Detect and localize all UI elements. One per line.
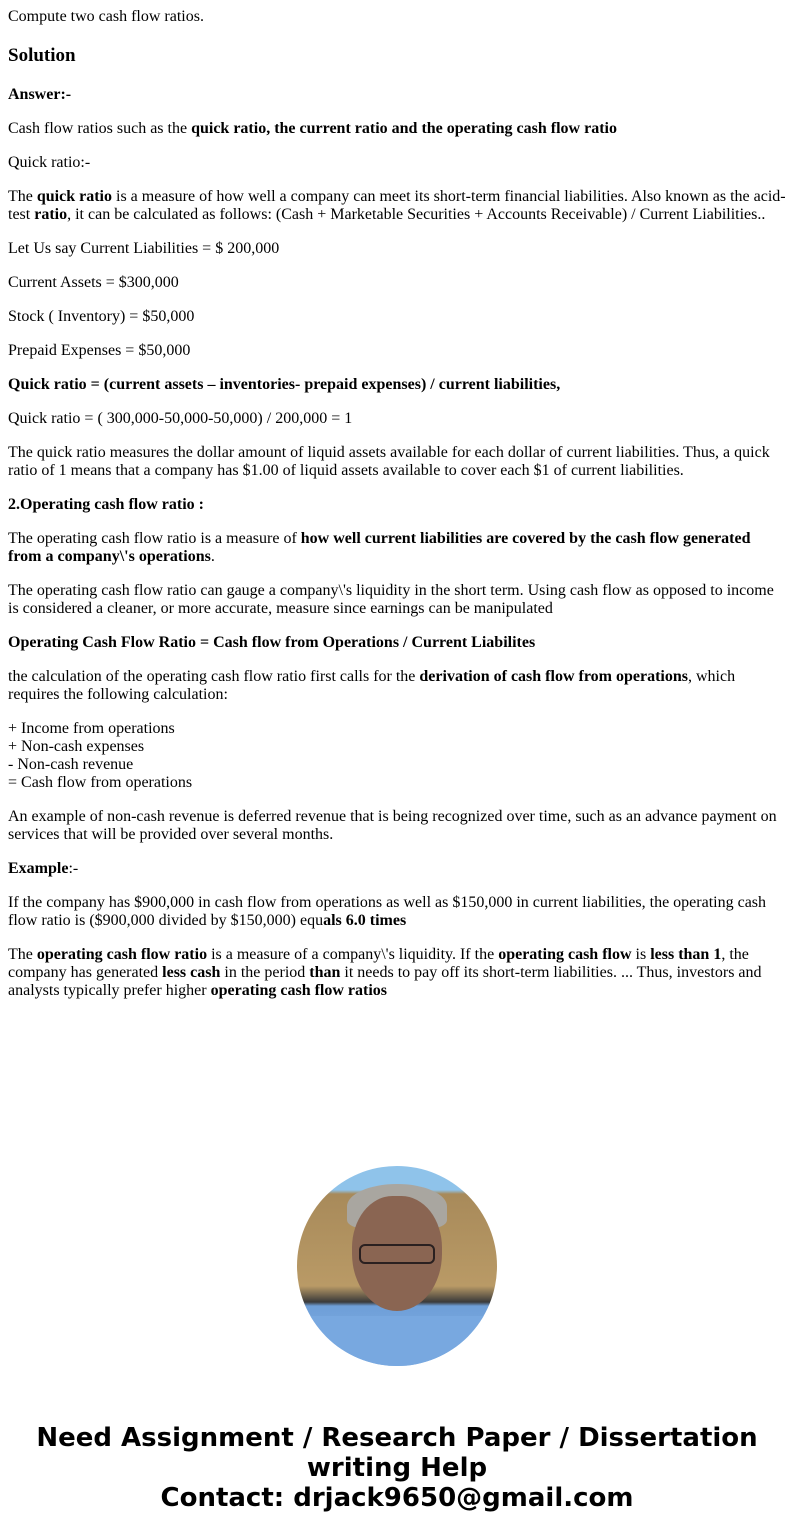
text-segment: The operating cash flow ratio can gauge a company\'s liquidity in the short term. Using cash flow as opposed to income is considered a cleaner, or more accurate, measure since earnings can be manipulated [8, 582, 774, 617]
promo-footer [8, 1423, 786, 1513]
text-segment: it needs to pay off its short-term liabilities. ... Thus, investors and analysts typically prefer higher [8, 964, 762, 999]
author-photo-container [8, 1166, 786, 1371]
bold-text: operating cash flow ratios [210, 982, 388, 999]
text-segment: :- [68, 860, 79, 877]
answer-paragraph [8, 86, 786, 104]
text-segment: The operating cash flow ratio is a measure of [8, 530, 301, 547]
text-segment: = Cash flow from operations [8, 774, 193, 791]
answer-paragraph [8, 946, 786, 1000]
answer-paragraph [8, 444, 786, 480]
bold-text: als 6.0 times [323, 912, 407, 929]
bold-text: Operating Cash Flow Ratio = Cash flow from Operations / Current Liabilites [8, 634, 536, 651]
bold-text: Quick ratio = (current assets – inventories- prepaid expenses) / current liabilities, [8, 376, 561, 393]
text-segment: . [210, 548, 215, 565]
answer-paragraph [8, 720, 786, 792]
text-segment: Let Us say Current Liabilities = $ 200,000 [8, 240, 280, 257]
text-segment: , the company has generated [8, 946, 749, 981]
text-segment: The [8, 946, 37, 963]
text-segment: Current Assets = $300,000 [8, 274, 179, 291]
answer-paragraph [8, 860, 786, 878]
text-segment: Quick ratio = ( 300,000-50,000-50,000) / 200,000 = 1 [8, 410, 353, 427]
promo-line-1: Need Assignment / Research Paper / Dissertation [36, 1423, 758, 1453]
answer-paragraph [8, 240, 786, 258]
text-segment: + Non-cash expenses [8, 738, 145, 755]
answer-paragraph [8, 154, 786, 172]
answer-paragraph [8, 120, 786, 138]
text-segment: Stock ( Inventory) = $50,000 [8, 308, 195, 325]
text-segment: Quick ratio:- [8, 154, 91, 171]
answer-body [8, 86, 786, 1000]
text-segment: , which requires the following calculation: [8, 668, 736, 703]
text-segment: The quick ratio measures the dollar amount of liquid assets available for each dollar of current liabilities. Thus, a quick ratio of 1 means that a company has $1.00 of liquid assets available to cover each $1 of current liabilities. [8, 444, 770, 479]
answer-paragraph [8, 894, 786, 930]
answer-paragraph [8, 668, 786, 704]
answer-paragraph [8, 274, 786, 292]
answer-paragraph [8, 530, 786, 566]
text-segment: Cash flow ratios such as the [8, 120, 192, 137]
answer-paragraph [8, 376, 786, 394]
bold-text: operating cash flow ratio [36, 946, 208, 963]
bold-text: 2.Operating cash flow ratio : [8, 496, 204, 513]
answer-paragraph [8, 188, 786, 224]
answer-paragraph [8, 496, 786, 514]
bold-text: Answer:- [8, 86, 72, 103]
bold-text: less cash [162, 964, 221, 981]
text-segment: is a measure of how well a company can meet its short-term financial liabilities. Also known as the acid-test [8, 188, 786, 223]
answer-paragraph [8, 808, 786, 844]
text-segment: - Non-cash revenue [8, 756, 134, 773]
question-text: Compute two cash flow ratios. [8, 8, 204, 25]
text-segment: is [631, 946, 651, 963]
text-segment: in the period [220, 964, 310, 981]
answer-paragraph [8, 634, 786, 652]
text-segment: An example of non-cash revenue is deferred revenue that is being recognized over time, such as an advance payment on services that will be provided over several months. [8, 808, 777, 843]
text-segment: The [8, 188, 37, 205]
solution-heading: Solution [8, 45, 76, 66]
answer-paragraph [8, 342, 786, 360]
bold-text: how well current liabilities are covered by the cash flow generated from a company\'s operations [8, 530, 751, 565]
bold-text: Example [8, 860, 69, 877]
text-segment: + Income from operations [8, 720, 175, 737]
bold-text: operating cash flow [498, 946, 632, 963]
author-photo [297, 1166, 497, 1366]
answer-paragraph [8, 582, 786, 618]
bold-text: quick ratio [36, 188, 112, 205]
text-segment: Prepaid Expenses = $50,000 [8, 342, 191, 359]
bold-text: than [309, 964, 341, 981]
promo-line-2: writing Help [306, 1453, 488, 1483]
contact-line: Contact: drjack9650@gmail.com [160, 1483, 634, 1513]
answer-paragraph [8, 308, 786, 326]
text-segment: is a measure of a company\'s liquidity. If the [207, 946, 499, 963]
bold-text: quick ratio, the current ratio and the operating cash flow ratio [191, 120, 617, 137]
text-segment: the calculation of the operating cash flow ratio first calls for the [8, 668, 420, 685]
text-segment: If the company has $900,000 in cash flow from operations as well as $150,000 in current liabilities, the operating cash flow ratio is ($900,000 divided by $150,000) equ [8, 894, 767, 929]
bold-text: less than 1 [650, 946, 722, 963]
bold-text: ratio [34, 206, 68, 223]
text-segment: , it can be calculated as follows: (Cash + Marketable Securities + Accounts Receivable) / Current Liabilities.. [67, 206, 766, 223]
answer-paragraph [8, 410, 786, 428]
bold-text: derivation of cash flow from operations [419, 668, 688, 685]
